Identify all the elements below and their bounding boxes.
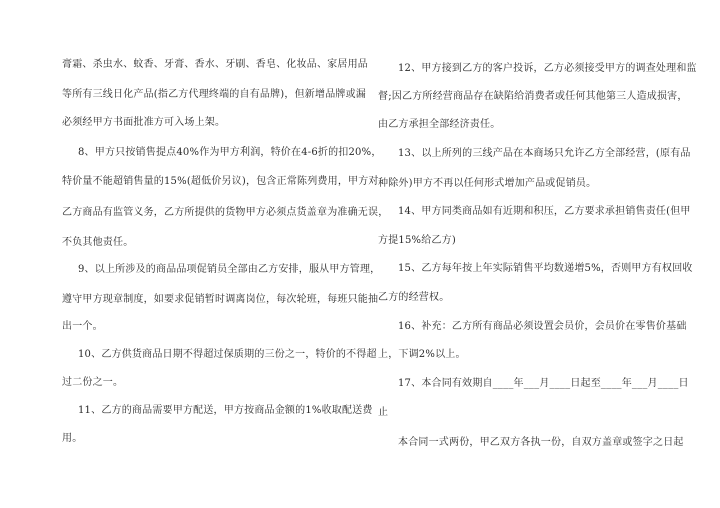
text-line: 上，下调2%以上。: [378, 349, 466, 360]
closing-line: 本合同一式两份，甲乙双方各执一份，自双方盖章或签字之日起: [398, 437, 684, 448]
clause-10-line: 10、乙方供货商品日期不得超过保质期的三份之一，特价的不得超: [78, 349, 377, 360]
text-line: 不负其他责任。: [62, 237, 134, 248]
text-line: 止: [378, 407, 389, 418]
clause-14-line: 14、甲方同类商品如有近期和积压，乙方要求承担销售责任(但甲: [398, 206, 691, 217]
text-line: 督;因乙方所经营商品存在缺陷给消费者或任何其他第三人造成损害，: [378, 91, 688, 102]
text-line: 乙方的经营权。: [378, 292, 450, 303]
text-line: 种除外)甲方不再以任何形式增加产品或促销员。: [378, 178, 597, 189]
text-line: 出一个。: [62, 321, 103, 332]
text-line: 特价量不能超销售量的15%(超低价另议)，包含正常陈列费用，甲方对: [62, 176, 379, 187]
text-line: 等所有三线日化产品(指乙方代理终端的自有品牌)，但新增品牌或漏: [62, 89, 367, 100]
text-line: 遵守甲方现章制度，如要求促销暂时调离岗位，每次轮班，每班只能抽: [62, 294, 379, 305]
clause-16-line: 16、补充：乙方所有商品必须设置会员价，会员价在零售价基础: [398, 321, 687, 332]
text-line: 用。: [62, 433, 83, 444]
text-line: 膏霜、杀虫水、蚊香、牙膏、香水、牙刷、香皂、化妆品、家居用品: [62, 59, 368, 70]
clause-9-line: 9、以上所涉及的商品品项促销员全部由乙方安排，服从甲方管理，: [78, 264, 381, 275]
clause-15-line: 15、乙方每年按上年实际销售平均数递增5%，否则甲方有权回收: [398, 263, 693, 274]
text-line: 方提15%给乙方): [378, 235, 456, 246]
clause-12-line: 12、甲方接到乙方的客户投诉，乙方必须接受甲方的调查处理和监: [398, 63, 697, 74]
text-line: 过二份之一。: [62, 377, 124, 388]
clause-11-line: 11、乙方的商品需要甲方配送，甲方按商品金额的1%收取配送费: [78, 405, 373, 416]
text-line: 乙方商品有监管义务，乙方所提供的货物甲方必须点货盖章为准确无误，: [62, 207, 389, 218]
clause-13-line: 13、以上所列的三线产品在本商场只允许乙方全部经营，(原有品: [398, 148, 691, 159]
text-line: 由乙方承担全部经济责任。: [378, 119, 501, 130]
clause-17-line: 17、本合同有效期自____年___月____日起至____年___月____日: [398, 378, 689, 389]
clause-8-line: 8、甲方只按销售提点40%作为甲方利润，特价在4-6折的扣20%，: [78, 147, 382, 158]
text-line: 必须经甲方书面批准方可入场上架。: [62, 117, 226, 128]
